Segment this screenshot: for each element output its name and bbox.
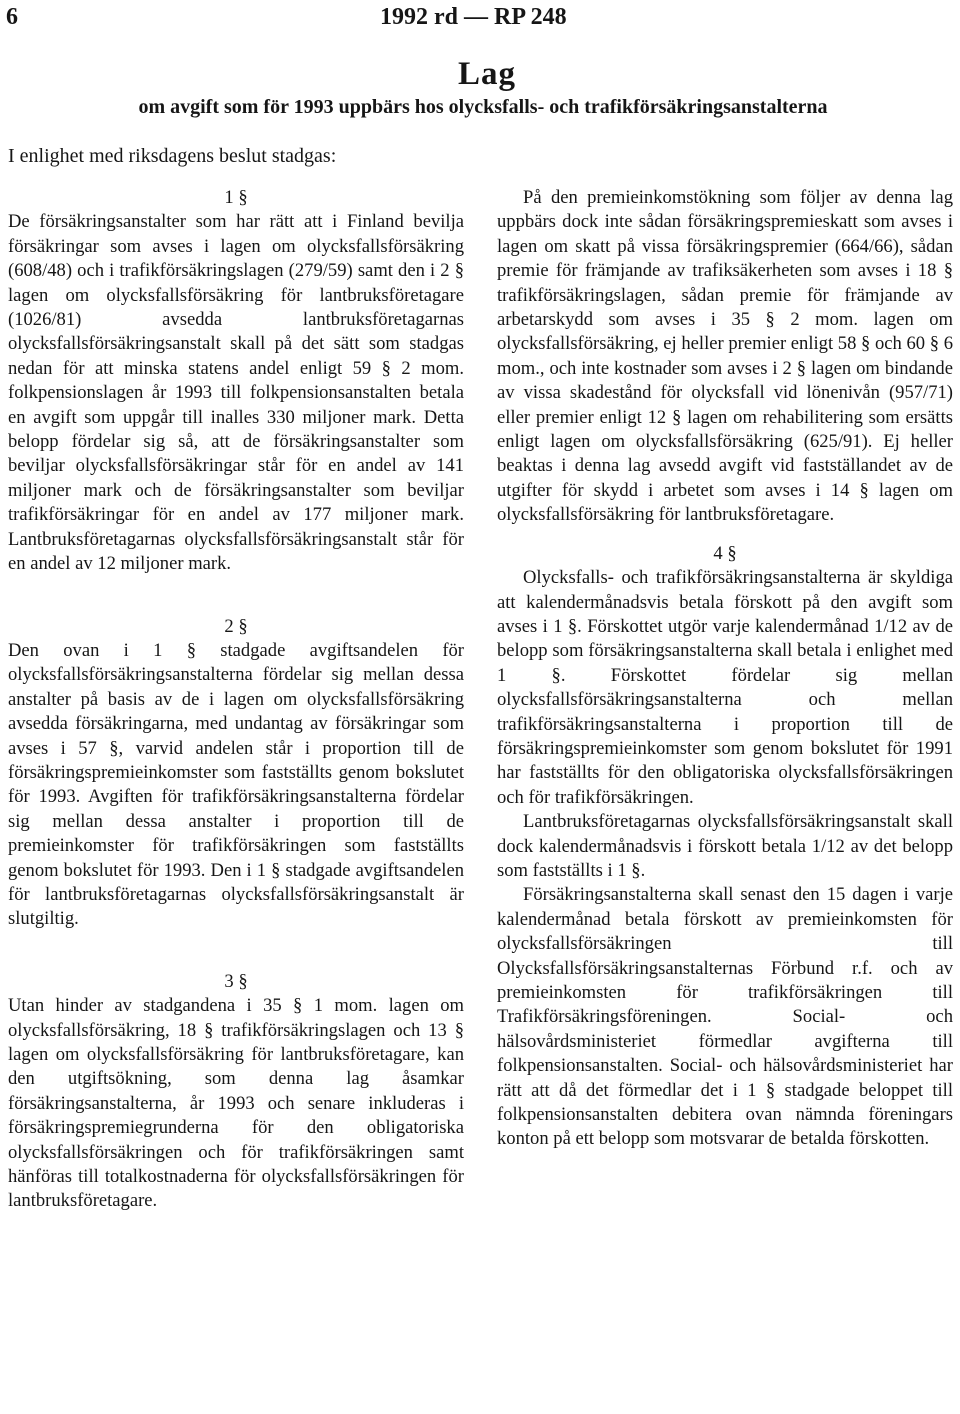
section-3-paragraph: Utan hinder av stadgandena i 35 § 1 mom. lagen om olycksfallsförsäkring, 18 § trafikförsäkringslagen och 13 § lagen om olycksfallsförsäkring för lantbruksföretagare, kan den utgiftsökning, som denna lag åsamkar försäkringsanstalterna, år 1993 och senare inkluderas i försäkringspremiegrunderna för den obligatoriska olycksfallsförsäkringen och för trafikförsäkringen samt hänföras till totalkostnaderna för olycksfallsförsäkringen för lantbruksföretagare. [8, 995, 464, 1212]
section-2-paragraph: Den ovan i 1 § stadgade avgiftsandelen för olycksfallsförsäkringsanstalterna fördelar sig mellan dessa anstalter på basis av de i lagen om olycksfallsförsäkring avsedda försäkringarna, med undantag av försäkringar som avses i 57 §, varvid andelen står i proportion till de försäkringspremieinkomster som fastställts genom bokslutet för 1993. Avgiften för trafikförsäkringsanstalterna fördelar sig mellan dessa anstalter i proportion till de premieinkomster för trafikförsäkringen som fastställts genom bokslutet för 1993. Den i 1 § stadgade avgiftsandelen för lantbruksföretagarnas olycksfallsförsäkringsanstalt är slutgiltig. [8, 639, 464, 930]
law-title: Lag [457, 56, 516, 92]
page-number: 6 [6, 4, 18, 30]
section-4-heading: 4 § [713, 542, 737, 564]
section-3-continued-paragraph: På den premieinkomstökning som följer av denna lag uppbärs dock inte sådan försäkringspremieskatt som avses i lagen om skatt på vissa försäkringspremier (664/66), sådan premie för främjande av trafiksäkerheten som avses i 18 § trafikförsäkringslagen, sådan premie för främjande av arbetarskydd som avses i 35 § 2 mom. lagen om olycksfallsförsäkring, ej heller premier enligt 58 § och 60 § 6 mom., och inte kostnader som avses i 2 § lagen om bindande av vissa skadestånd för olycksfall vid lönenivån (957/71) eller premier enligt 12 § lagen om rehabilitering som ersätts enligt lagen om olycksfallsförsäkring (625/91). Ej heller beaktas i denna lag avsedd avgift vid fastställandet av de utgifter för skydd i arbetet som avses i 14 § lagen om olycksfallsförsäkring för lantbruksföretagare. [497, 187, 953, 526]
section-1-heading: 1 § [224, 187, 248, 208]
right-column [497, 186, 953, 1152]
section-3-heading: 3 § [224, 970, 248, 992]
law-subtitle: om avgift som för 1993 uppbärs hos olycksfalls- och trafikförsäkringsanstalterna [138, 96, 828, 118]
document-reference: 1992 rd — RP 248 [380, 4, 567, 30]
section-2-heading: 2 § [224, 615, 248, 637]
section-4-paragraph-1: Olycksfalls- och trafikförsäkringsanstalterna är skyldiga att kalendermånadsvis betala förskott på den avgift som avses i 1 §. Förskottet utgör varje kalendermånad 1/12 av de belopp som försäkringsanstalterna skall betala i enlighet med 1 §. Förskottet fördelar sig mellan olycksfallsförsäkringsanstalterna och mellan trafikförsäkringsanstalterna i proportion till de försäkringspremieinkomster som genom bokslutet för 1991 har fastställts för den obligatoriska olycksfallsförsäkringen och för trafikförsäkringen. [497, 567, 953, 808]
section-1-paragraph: De försäkringsanstalter som har rätt att i Finland bevilja försäkringar som avses i lagen om olycksfallsförsäkring (608/48) och i trafikförsäkringslagen (279/59) samt den i 2 § lagen om olycksfallsförsäkring för lantbruksföretagare (1026/81) avsedda lantbruksföretagarnas olycksfallsförsäkringsanstalt skall på det sätt som stadgas nedan för att minska statens andel enligt 59 § 2 mom. folkpensionslagen år 1993 till folkpensionsanstalten betala en avgift som uppgår till inalles 330 miljoner mark. Detta belopp fördelar sig så, att de försäkringsanstalter som beviljar olycksfallsförsäkringar står för en andel av 141 miljoner mark och de försäkringsanstalter som beviljar trafikförsäkringar för en andel av 177 miljoner mark. Lantbruksföretagarnas olycksfallsförsäkringsanstalt står för en andel av 12 miljoner mark. [8, 211, 464, 575]
left-column [8, 186, 464, 1214]
section-4-paragraph-3: Försäkringsanstalterna skall senast den 15 dagen i varje kalendermånad betala förskott av premieinkomsten för olycksfallsförsäkringen till Olycksfallsförsäkringsanstalternas Förbund r.f. och av premieinkomsten för trafikförsäkringen till Trafikförsäkringsföreningen. Social- och hälsovårdsministeriet förmedlar avgifterna till folkpensionsanstalten. Social- och hälsovårdsministeriet har rätt att då det förmedlar det i 1 § stadgade beloppet till folkpensionsanstalten debitera ovan nämnda föreningars konton på ett belopp som motsvarar de betalda förskotten. [497, 884, 953, 1150]
enactment-clause: I enlighet med riksdagens beslut stadgas: [8, 145, 337, 167]
section-4-paragraph-2: Lantbruksföretagarnas olycksfallsförsäkringsanstalt skall dock kalendermånadsvis i förskott betala 1/12 av det belopp som fastställts i 1 §. [497, 811, 953, 881]
